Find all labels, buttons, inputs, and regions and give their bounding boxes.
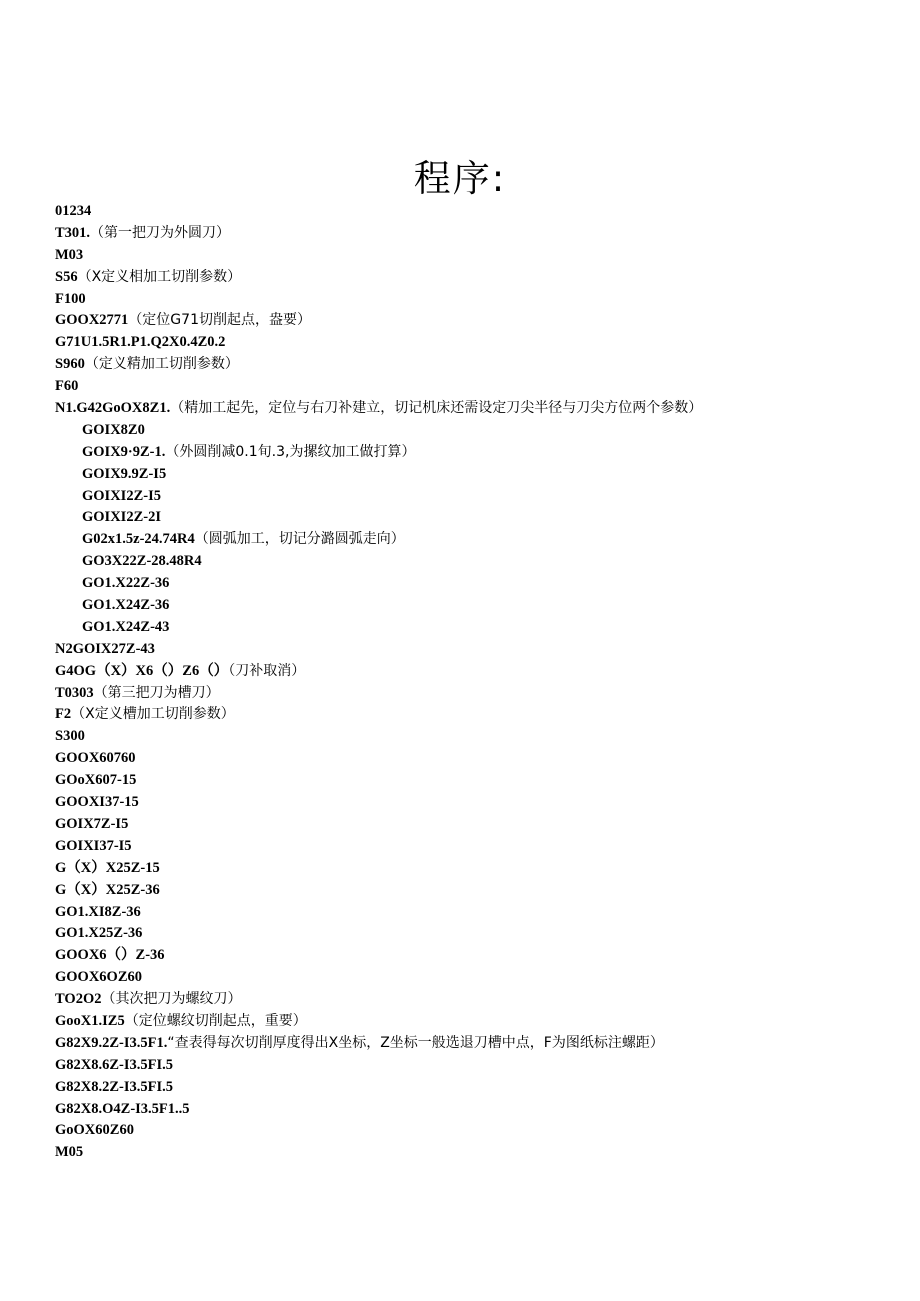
program-line bbox=[55, 770, 905, 792]
line-code: GOIX7Z-I5 bbox=[55, 815, 129, 832]
line-code: TO2O2 bbox=[55, 991, 102, 1008]
line-comment: （刀补取消） bbox=[228, 662, 306, 679]
program-line bbox=[55, 792, 905, 814]
program-line bbox=[55, 551, 905, 573]
line-code: M03 bbox=[55, 246, 84, 263]
line-code: G02x1.5z-24.74R4 bbox=[82, 531, 195, 548]
line-comment: （定位G71切削起点，盎要） bbox=[128, 312, 311, 329]
line-code: GO3X22Z-28.48R4 bbox=[82, 553, 202, 570]
program-line bbox=[55, 573, 905, 595]
program-line bbox=[55, 858, 905, 880]
line-code: GOIX9.9Z-I5 bbox=[82, 465, 167, 482]
program-line bbox=[55, 1120, 905, 1142]
program-line bbox=[55, 1055, 905, 1077]
program-line bbox=[55, 1077, 905, 1099]
program-line bbox=[55, 529, 905, 551]
program-line bbox=[55, 1033, 905, 1055]
program-line bbox=[55, 1142, 905, 1164]
line-comment: （圆弧加工，切记分潞圆弧走向） bbox=[194, 531, 405, 548]
program-line bbox=[55, 1011, 905, 1033]
program-line bbox=[55, 704, 905, 726]
line-code: GOIXI37-I5 bbox=[55, 837, 132, 854]
line-comment: （X定义槽加工切削参数） bbox=[71, 706, 235, 723]
program-line bbox=[55, 310, 905, 332]
program-line bbox=[55, 464, 905, 486]
program-line bbox=[55, 617, 905, 639]
program-line bbox=[55, 486, 905, 508]
line-comment: “查表得每次切削厚度得出X坐标，Z坐标一般选退刀槽中点，F为图纸标注螺距） bbox=[167, 1034, 664, 1051]
line-code: G82X8.6Z-I3.5FI.5 bbox=[55, 1056, 174, 1073]
program-line bbox=[55, 289, 905, 311]
program-line bbox=[55, 245, 905, 267]
line-code: G（X）X25Z-15 bbox=[55, 859, 160, 876]
program-line bbox=[55, 814, 905, 836]
program-line bbox=[55, 442, 905, 464]
program-line bbox=[55, 880, 905, 902]
program-line bbox=[55, 595, 905, 617]
line-code: GOOX6OZ60 bbox=[55, 969, 143, 986]
line-code: GOOX6（）Z-36 bbox=[55, 947, 165, 964]
line-code: F60 bbox=[55, 378, 79, 395]
line-code: G（X）X25Z-36 bbox=[55, 881, 160, 898]
program-line bbox=[55, 1099, 905, 1121]
line-code: S56 bbox=[55, 268, 78, 285]
line-code: S960 bbox=[55, 356, 85, 373]
program-line bbox=[55, 639, 905, 661]
program-line bbox=[55, 726, 905, 748]
line-code: GO1.X22Z-36 bbox=[82, 575, 170, 592]
program-line bbox=[55, 332, 905, 354]
program-line bbox=[55, 354, 905, 376]
line-code: GO1.XI8Z-36 bbox=[55, 903, 141, 920]
line-code: GO1.X25Z-36 bbox=[55, 925, 143, 942]
line-code: G82X8.O4Z-I3.5F1..5 bbox=[55, 1100, 190, 1117]
line-code: GO1.X24Z-43 bbox=[82, 618, 170, 635]
line-comment: （第三把刀为槽刀） bbox=[93, 684, 220, 701]
line-code: G71U1.5R1.P1.Q2X0.4Z0.2 bbox=[55, 334, 226, 351]
program-line bbox=[55, 420, 905, 442]
line-code: G82X8.2Z-I3.5FI.5 bbox=[55, 1078, 174, 1095]
line-comment: （外圆削减0.1旬.3,为摞纹加工做打算） bbox=[165, 443, 416, 460]
line-comment: （其次把刀为螺纹刀） bbox=[101, 991, 242, 1008]
line-comment: （X定义相加工切削参数） bbox=[77, 268, 242, 285]
line-code: N2GOIX27Z-43 bbox=[55, 640, 155, 657]
program-line bbox=[55, 902, 905, 924]
line-code: T301. bbox=[55, 224, 91, 241]
line-comment: （精加工起先，定位与右刀补建立，切记机床还需设定刀尖半径与刀尖方位两个参数） bbox=[170, 400, 703, 417]
line-code: GOIX8Z0 bbox=[82, 421, 145, 438]
line-comment: （定义精加工切削参数） bbox=[84, 356, 239, 373]
line-comment: （定位螺纹切削起点，重要） bbox=[124, 1012, 307, 1029]
program-line bbox=[55, 376, 905, 398]
program-line bbox=[55, 945, 905, 967]
program-line bbox=[55, 507, 905, 529]
line-code: M05 bbox=[55, 1144, 84, 1161]
program-line bbox=[55, 748, 905, 770]
program-line bbox=[55, 267, 905, 289]
line-code: GOIX9·9Z-1. bbox=[82, 443, 166, 460]
program-line bbox=[55, 223, 905, 245]
program-line bbox=[55, 201, 905, 223]
program-listing bbox=[55, 201, 905, 1164]
line-code: F100 bbox=[55, 290, 86, 307]
line-code: GOIXI2Z-I5 bbox=[82, 487, 161, 504]
line-code: T0303 bbox=[55, 684, 94, 701]
line-code: GOOXI37-15 bbox=[55, 794, 139, 811]
line-code: GooX1.IZ5 bbox=[55, 1012, 125, 1029]
line-code: F2 bbox=[55, 706, 72, 723]
line-code: GOOX2771 bbox=[55, 312, 129, 329]
program-line bbox=[55, 661, 905, 683]
line-code: GO1.X24Z-36 bbox=[82, 597, 170, 614]
program-line bbox=[55, 398, 905, 420]
program-line bbox=[55, 836, 905, 858]
line-code: S300 bbox=[55, 728, 85, 745]
line-code: G82X9.2Z-I3.5F1. bbox=[55, 1034, 168, 1051]
line-comment: （第一把刀为外圆刀） bbox=[90, 224, 231, 241]
line-code: N1.G42GoOX8Z1. bbox=[55, 400, 171, 417]
line-code: GoOX60Z60 bbox=[55, 1122, 134, 1139]
line-code: GOOX60760 bbox=[55, 750, 136, 767]
line-code: 01234 bbox=[55, 203, 92, 219]
page-title: 程序: bbox=[413, 157, 507, 200]
program-line bbox=[55, 923, 905, 945]
program-line bbox=[55, 989, 905, 1011]
program-line bbox=[55, 967, 905, 989]
line-code: G4OG（X）X6（）Z6（） bbox=[55, 662, 229, 679]
line-code: GOIXI2Z-2I bbox=[82, 509, 161, 526]
program-line bbox=[55, 683, 905, 705]
line-code: GOoX607-15 bbox=[55, 772, 137, 789]
